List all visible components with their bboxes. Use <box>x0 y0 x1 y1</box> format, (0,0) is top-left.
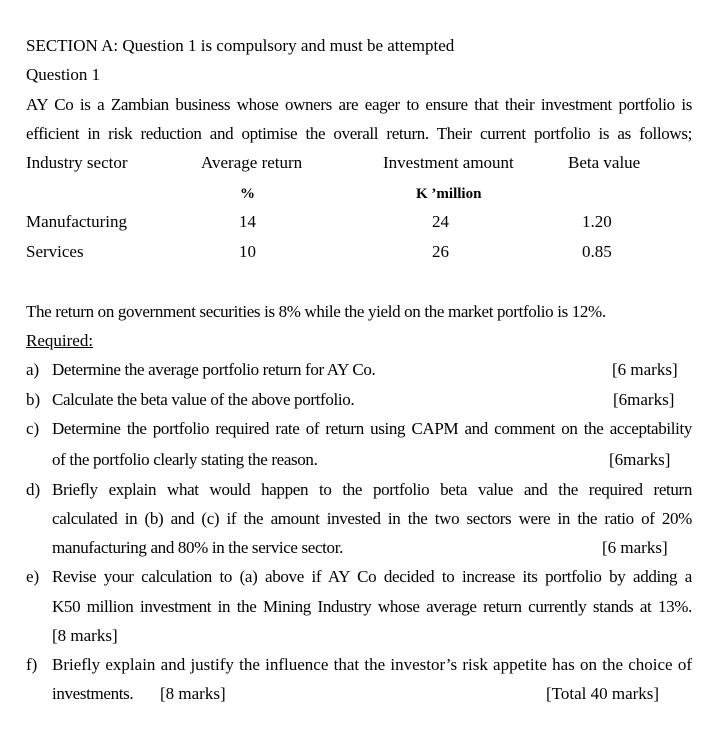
question-label-b: b) <box>26 390 41 409</box>
header-beta-value: Beta value <box>568 153 641 172</box>
intro-line-2: efficient in risk reduction and optimise the overall return. Their current portfolio is as follows; <box>26 124 692 143</box>
question-d-marks: [6 marks] <box>602 538 668 557</box>
header-investment-amount: Investment amount <box>383 153 514 172</box>
row-investment: 26 <box>432 242 449 261</box>
question-title: Question 1 <box>26 65 101 84</box>
question-e-marks: [8 marks] <box>52 626 118 645</box>
question-c-line-2: of the portfolio clearly stating the reason. <box>52 450 318 469</box>
market-info: The return on government securities is 8% while the yield on the market portfolio is 12%. <box>26 302 606 321</box>
question-label-d: d) <box>26 480 41 499</box>
question-a-text: Determine the average portfolio return for AY Co. <box>52 360 376 379</box>
header-industry-sector: Industry sector <box>26 153 128 172</box>
question-f-line-1: Briefly explain and justify the influence that the investor’s risk appetite has on the choice of <box>52 655 692 674</box>
question-c-marks: [6marks] <box>609 450 671 469</box>
required-label: Required: <box>26 331 94 350</box>
unit-investment: K ’million <box>416 186 482 202</box>
question-d-line-1: Briefly explain what would happen to the portfolio beta value and the required return <box>52 480 692 499</box>
question-label-a: a) <box>26 360 40 379</box>
row-beta: 0.85 <box>582 242 612 261</box>
header-average-return: Average return <box>201 153 303 172</box>
question-b-marks: [6marks] <box>613 390 675 409</box>
row-return: 14 <box>239 212 256 231</box>
question-label-c: c) <box>26 419 40 438</box>
section-heading: SECTION A: Question 1 is compulsory and must be attempted <box>26 36 455 55</box>
question-label-e: e) <box>26 567 40 586</box>
question-d-line-3: manufacturing and 80% in the service sector. <box>52 538 343 557</box>
row-return: 10 <box>239 242 256 261</box>
question-f-marks: [8 marks] <box>160 684 226 703</box>
row-sector: Manufacturing <box>26 212 128 231</box>
question-e-line-1: Revise your calculation to (a) above if AY Co decided to increase its portfolio by adding a <box>52 567 692 586</box>
unit-return: % <box>240 186 255 202</box>
row-investment: 24 <box>432 212 449 231</box>
intro-line-1: AY Co is a Zambian business whose owners are eager to ensure that their investment portfolio is <box>26 95 692 114</box>
row-sector: Services <box>26 242 84 261</box>
row-beta: 1.20 <box>582 212 612 231</box>
question-f-line-2: investments. <box>52 684 134 703</box>
question-a-marks: [6 marks] <box>612 360 678 379</box>
question-label-f: f) <box>26 655 38 674</box>
question-b-text: Calculate the beta value of the above portfolio. <box>52 390 355 409</box>
question-c-line-1: Determine the portfolio required rate of return using CAPM and comment on the acceptability <box>52 419 692 438</box>
question-e-line-2: K50 million investment in the Mining Industry whose average return currently stands at 13%. <box>52 597 692 616</box>
question-d-line-2: calculated in (b) and (c) if the amount invested in the two sectors were in the ratio of 20% <box>52 509 692 528</box>
total-marks: [Total 40 marks] <box>546 684 660 703</box>
